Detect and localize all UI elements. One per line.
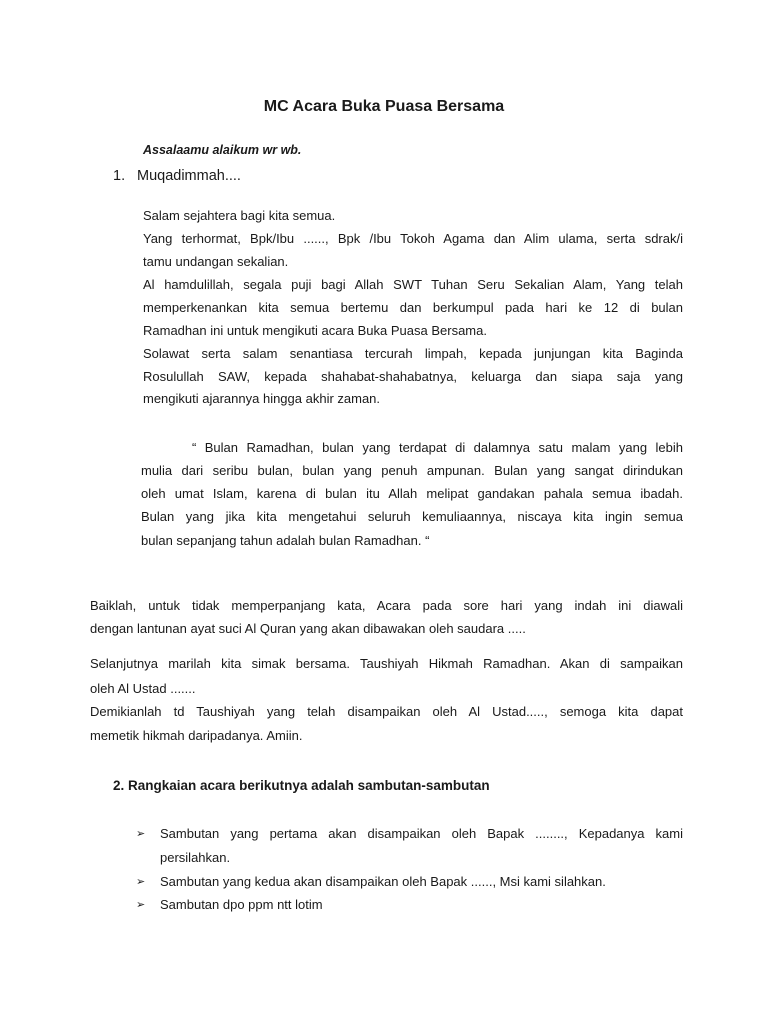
arrow-bullet-icon: ➢ — [136, 899, 146, 911]
paragraph-line: Selanjutnya marilah kita simak bersama. Taushiyah Hikmah Ramadhan. Akan di sampaikan — [90, 656, 683, 671]
section-2-heading: 2. Rangkaian acara berikutnya adalah sambutan-sambutan — [113, 778, 490, 793]
paragraph-line: Demikianlah td Taushiyah yang telah disampaikan oleh Al Ustad....., semoga kita dapat — [90, 704, 683, 719]
text-line: Al hamdulillah, segala puji bagi Allah SWT Tuhan Seru Sekalian Alam, Yang telah — [143, 277, 683, 292]
quote-line: oleh umat Islam, karena di bulan itu Allah melipat gandakan pahala semua ibadah. — [141, 486, 683, 501]
quote-line: Bulan yang jika kita mengetahui seluruh kemuliaannya, niscaya kita ingin semua — [141, 509, 683, 524]
quote-line: bulan sepanjang tahun adalah bulan Ramadhan. “ — [141, 533, 430, 548]
text-line: Ramadhan ini untuk mengikuti acara Buka Puasa Bersama. — [143, 323, 487, 338]
paragraph-line: oleh Al Ustad ....... — [90, 681, 196, 696]
section-1-title: Muqadimmah.... — [137, 168, 241, 184]
greeting: Assalaamu alaikum wr wb. — [143, 143, 302, 157]
bullet-line: Sambutan dpo ppm ntt lotim — [160, 897, 323, 912]
text-line: Yang terhormat, Bpk/Ibu ......, Bpk /Ibu Tokoh Agama dan Alim ulama, serta sdrak/i — [143, 231, 683, 246]
text-line: memperkenankan kita semua bertemu dan berkumpul pada hari ke 12 di bulan — [143, 300, 683, 315]
text-line: mengikuti ajarannya hingga akhir zaman. — [143, 391, 381, 406]
bullet-line: Sambutan yang kedua akan disampaikan oleh Bapak ......, Msi kami silahkan. — [160, 874, 606, 889]
paragraph-line: memetik hikmah daripadanya. Amiin. — [90, 728, 303, 743]
bullet-line: Sambutan yang pertama akan disampaikan oleh Bapak ........, Kepadanya kami — [160, 826, 683, 841]
section-1-heading — [113, 168, 241, 184]
text-line: Salam sejahtera bagi kita semua. — [143, 208, 336, 223]
text-line: Rosulullah SAW, kepada shahabat-shahabatnya, keluarga dan siapa saja yang — [143, 369, 683, 384]
paragraph-line: Baiklah, untuk tidak memperpanjang kata, Acara pada sore hari yang indah ini diawali — [90, 598, 683, 613]
bullet-line: persilahkan. — [160, 850, 231, 865]
quote-line: mulia dari seribu bulan, bulan yang penuh ampunan. Bulan yang sangat dirindukan — [141, 463, 683, 478]
document-title: MC Acara Buka Puasa Bersama — [263, 98, 505, 115]
arrow-bullet-icon: ➢ — [136, 828, 146, 840]
text-line: tamu undangan sekalian. — [143, 254, 289, 269]
quote-line: “ Bulan Ramadhan, bulan yang terdapat di dalamnya satu malam yang lebih — [192, 440, 683, 455]
section-1-number: 1. — [113, 168, 126, 184]
paragraph-line: dengan lantunan ayat suci Al Quran yang akan dibawakan oleh saudara ..... — [90, 621, 526, 636]
text-line: Solawat serta salam senantiasa tercurah limpah, kepada junjungan kita Baginda — [143, 346, 683, 361]
arrow-bullet-icon: ➢ — [136, 876, 146, 888]
